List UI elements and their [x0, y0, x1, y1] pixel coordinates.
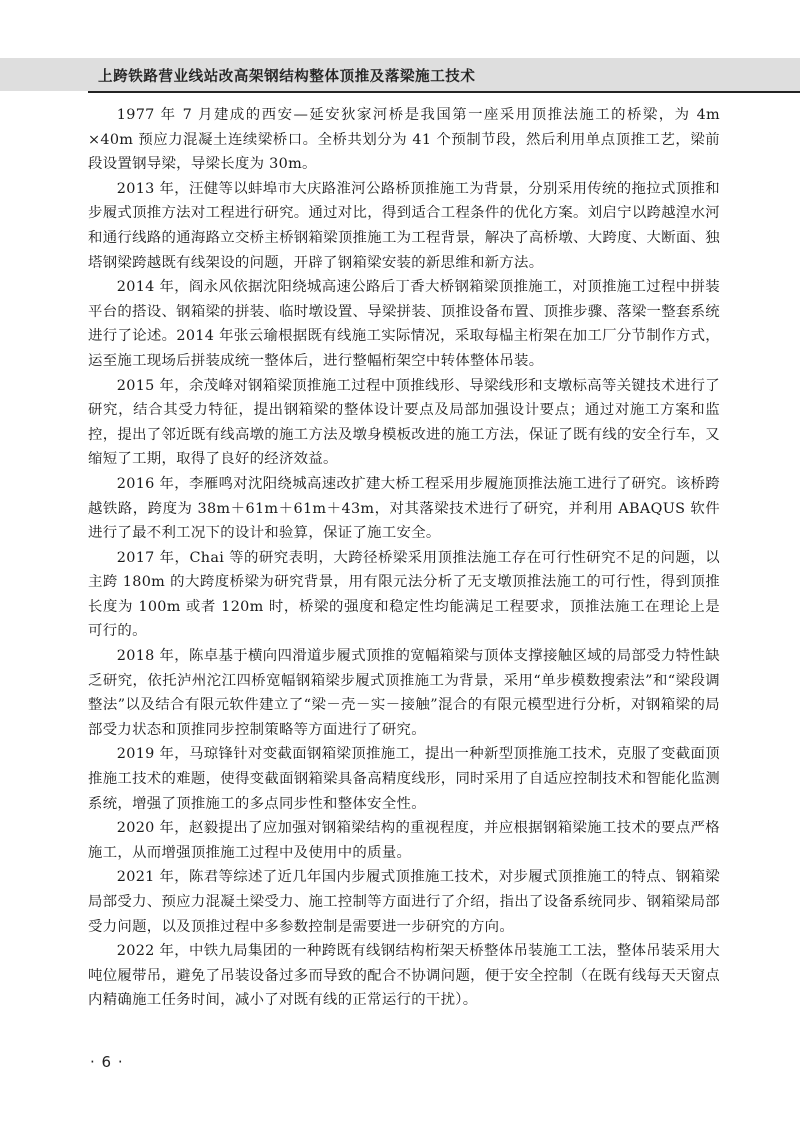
paragraph-2013: 2013 年，汪健等以蚌埠市大庆路淮河公路桥顶推施工为背景，分别采用传统的拖拉式顶推和步履式顶推方法对工程进行研究。通过对比，得到适合工程条件的优化方案。刘启宁以跨越湟水河和通行线路的通海路立交桥主桥钢箱梁顶推施工为工程背景，解决了高桥墩、大跨度、大断面、独塔钢梁跨越既有线架设的问题，开辟了钢箱梁安装的新思维和新方法。 [88, 180, 720, 271]
paragraph-2014: 2014 年，阎永风依据沈阳绕城高速公路后丁香大桥钢箱梁顶推施工，对顶推施工过程中拼装平台的搭设、钢箱梁的拼装、临时墩设置、导梁拼装、顶推设备布置、顶推步骤、落梁一整套系统进行了论述。2014 年张云瑜根据既有线施工实际情况，采取每榀主桁架在加工厂分节制作方式，运至施工现场后拼装成统一整体后，进行整幅桁架空中转体整体吊装。 [88, 279, 720, 369]
paragraph-2017: 2017 年，Chai 等的研究表明，大跨径桥梁采用顶推法施工存在可行性研究不足的问题，以主跨 180m 的大跨度桥梁为研究背景，用有限元法分析了无支墩顶推法施工的可行性，得到顶推长度为 100m 或者 120m 时，桥梁的强度和稳定性均能满足工程要求，顶推法施工在理论上是可行的。 [88, 549, 720, 640]
paragraph-2015: 2015 年，余茂峰对钢箱梁顶推施工过程中顶推线形、导梁线形和支墩标高等关键技术进行了研究，结合其受力特征，提出钢箱梁的整体设计要点及局部加强设计要点；通过对施工方案和监控，提出了邻近既有线高墩的施工方法及墩身模板改进的施工方法，保证了既有线的安全行车，又缩短了工期，取得了良好的经济效益。 [88, 377, 720, 468]
page-number: · 6 · [90, 1053, 124, 1071]
paragraph-2018: 2018 年，陈卓基于横向四滑道步履式顶推的宽幅箱梁与顶体支撑接触区域的局部受力特性缺乏研究，依托泸州沱江四桥宽幅钢箱梁步履式顶推施工为背景，采用“单步模数搜索法”和“梁段调整法”以及结合有限元软件建立了“梁－壳－实－接触”混合的有限元模型进行分析，对钢箱梁的局部受力状态和顶推同步控制策略等方面进行了研究。 [88, 648, 720, 738]
paragraph-2016: 2016 年，李雁鸣对沈阳绕城高速改扩建大桥工程采用步履施顶推法施工进行了研究。该桥跨越铁路，跨度为 38m＋61m＋61m＋43m，对其落梁技术进行了研究，并利用 ABAQUS 软件进行了最不利工况下的设计和验算，保证了施工安全。 [88, 475, 720, 542]
paragraph-2019: 2019 年，马琼锋针对变截面钢箱梁顶推施工，提出一种新型顶推施工技术，克服了变截面顶推施工技术的难题，使得变截面钢箱梁具备高精度线形，同时采用了自适应控制技术和智能化监测系统，增强了顶推施工的多点同步性和整体安全性。 [88, 746, 720, 812]
paragraph-2022: 2022 年，中铁九局集团的一种跨既有线钢结构桁架天桥整体吊装施工工法，整体吊装采用大吨位履带吊，避免了吊装设备过多而导致的配合不协调问题，便于安全控制（在既有线每天天窗点内精确施工任务时间，减小了对既有线的正常运行的干扰）。 [88, 943, 720, 1009]
body-text [88, 103, 720, 1013]
paragraph-2021: 2021 年，陈君等综述了近几年国内步履式顶推施工技术，对步履式顶推施工的特点、钢箱梁局部受力、预应力混凝土梁受力、施工控制等方面进行了介绍，指出了设备系统同步、钢箱梁局部受力问题，以及顶推过程中多参数控制是需要进一步研究的方向。 [88, 869, 720, 935]
paragraph-2020: 2020 年，赵毅提出了应加强对钢箱梁结构的重视程度，并应根据钢箱梁施工技术的要点严格施工，从而增强顶推施工过程中及使用中的质量。 [88, 820, 720, 861]
paragraph-1977: 1977 年 7 月建成的西安—延安狄家河桥是我国第一座采用顶推法施工的桥梁，为 4m ×40m 预应力混凝土连续梁桥口。全桥共划分为 41 个预制节段，然后利用单点顶推工艺，梁前段设置钢导梁，导梁长度为 30m。 [88, 107, 720, 173]
header-rule [88, 91, 800, 93]
running-header-title: 上跨铁路营业线站改高架钢结构整体顶推及落梁施工技术 [98, 69, 476, 85]
